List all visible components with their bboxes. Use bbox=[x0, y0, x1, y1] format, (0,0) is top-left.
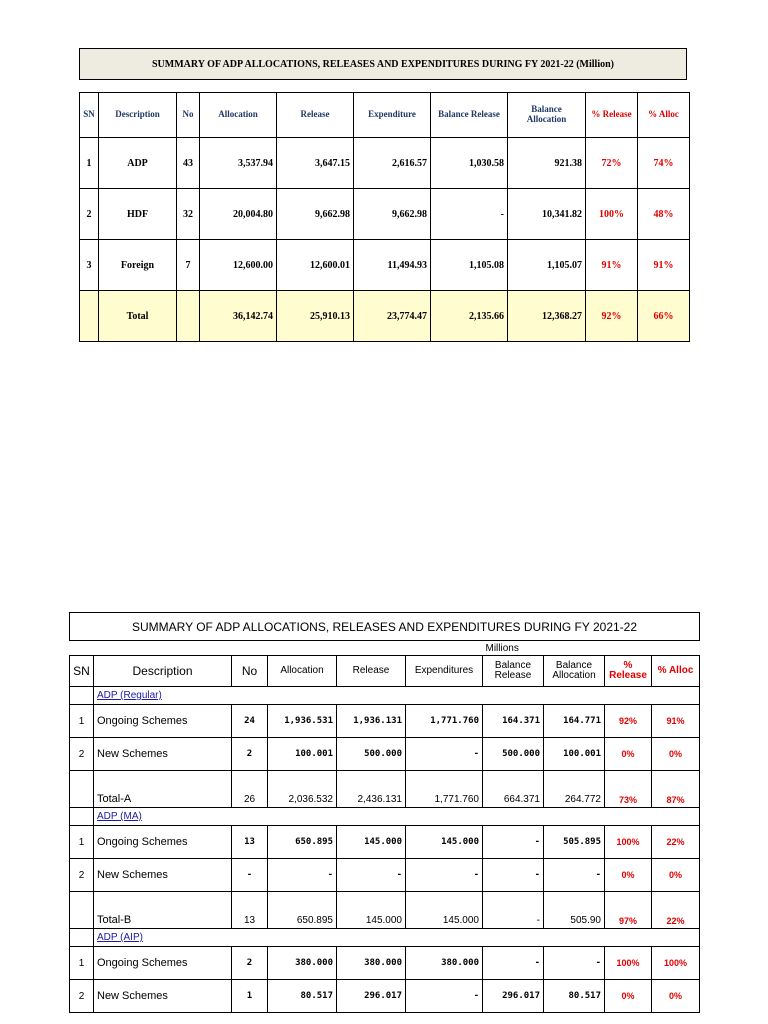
row-expenditure: 2,616.57 bbox=[354, 138, 431, 189]
total-label: Total bbox=[99, 291, 177, 342]
total-no: 26 bbox=[232, 771, 268, 808]
total-label: Total-A bbox=[94, 771, 232, 808]
row-pct-alloc: 48% bbox=[638, 189, 690, 240]
row-pct-alloc: 0% bbox=[652, 738, 700, 771]
row-balance-release: 296.017 bbox=[483, 980, 544, 1013]
detail-table-title: SUMMARY OF ADP ALLOCATIONS, RELEASES AND EXPENDITURES DURING FY 2021-22 bbox=[70, 613, 700, 641]
col-description: Description bbox=[94, 656, 232, 687]
row-description: New Schemes bbox=[94, 859, 232, 892]
col-no: No bbox=[232, 656, 268, 687]
row-balance-allocation: 505.895 bbox=[544, 826, 605, 859]
row-no: - bbox=[232, 859, 268, 892]
total-pct-alloc: 22% bbox=[652, 892, 700, 929]
total-no bbox=[177, 291, 200, 342]
row-balance-release: - bbox=[483, 859, 544, 892]
row-pct-alloc: 22% bbox=[652, 826, 700, 859]
row-description: Ongoing Schemes bbox=[94, 705, 232, 738]
table-row bbox=[80, 240, 690, 291]
total-balance-allocation: 505.90 bbox=[544, 892, 605, 929]
row-expenditures: 145.000 bbox=[406, 826, 483, 859]
col-release: Release bbox=[277, 93, 354, 138]
row-no: 24 bbox=[232, 705, 268, 738]
col-pct-alloc: % Alloc bbox=[652, 656, 700, 687]
section-total-row bbox=[70, 892, 700, 929]
table-row bbox=[70, 859, 700, 892]
table-row bbox=[70, 705, 700, 738]
units-label: Millions bbox=[485, 642, 519, 654]
row-allocation: 100.001 bbox=[268, 738, 337, 771]
row-no: 13 bbox=[232, 826, 268, 859]
row-sn: 2 bbox=[70, 980, 94, 1013]
total-expenditures: 1,771.760 bbox=[406, 771, 483, 808]
row-balance-release: 164.371 bbox=[483, 705, 544, 738]
section-title-link[interactable]: ADP (Regular) bbox=[97, 690, 162, 701]
row-allocation: - bbox=[268, 859, 337, 892]
total-balance-release: - bbox=[483, 892, 544, 929]
row-pct-release: 91% bbox=[586, 240, 638, 291]
table-row bbox=[70, 980, 700, 1013]
detail-header-row bbox=[70, 656, 700, 687]
total-no: 13 bbox=[232, 892, 268, 929]
row-balance-release: 1,030.58 bbox=[431, 138, 508, 189]
col-pct-alloc: % Alloc bbox=[638, 93, 690, 138]
row-pct-alloc: 91% bbox=[638, 240, 690, 291]
table-row bbox=[80, 189, 690, 240]
row-description: ADP bbox=[99, 138, 177, 189]
row-release: - bbox=[337, 859, 406, 892]
table-row bbox=[70, 738, 700, 771]
section-header bbox=[70, 687, 700, 705]
total-balance-release: 664.371 bbox=[483, 771, 544, 808]
total-pct-release: 92% bbox=[586, 291, 638, 342]
row-sn: 1 bbox=[70, 826, 94, 859]
total-allocation: 2,036.532 bbox=[268, 771, 337, 808]
row-balance-allocation: - bbox=[544, 859, 605, 892]
row-expenditures: - bbox=[406, 859, 483, 892]
col-expenditure: Expenditure bbox=[354, 93, 431, 138]
col-balance-allocation: Balance Allocation bbox=[544, 656, 605, 687]
row-release: 296.017 bbox=[337, 980, 406, 1013]
row-no: 7 bbox=[177, 240, 200, 291]
row-no: 2 bbox=[232, 947, 268, 980]
row-release: 1,936.131 bbox=[337, 705, 406, 738]
row-sn: 1 bbox=[70, 705, 94, 738]
row-sn: 1 bbox=[80, 138, 99, 189]
col-release: Release bbox=[337, 656, 406, 687]
summary-table bbox=[79, 92, 690, 342]
total-pct-alloc: 87% bbox=[652, 771, 700, 808]
row-expenditure: 11,494.93 bbox=[354, 240, 431, 291]
total-pct-release: 73% bbox=[605, 771, 652, 808]
row-allocation: 380.000 bbox=[268, 947, 337, 980]
row-expenditure: 9,662.98 bbox=[354, 189, 431, 240]
row-balance-allocation: 80.517 bbox=[544, 980, 605, 1013]
total-label: Total-B bbox=[94, 892, 232, 929]
summary-total-row bbox=[80, 291, 690, 342]
table-row bbox=[70, 826, 700, 859]
row-pct-release: 72% bbox=[586, 138, 638, 189]
section-header bbox=[70, 929, 700, 947]
total-balance-allocation: 12,368.27 bbox=[508, 291, 586, 342]
row-allocation: 12,600.00 bbox=[200, 240, 277, 291]
row-pct-alloc: 0% bbox=[652, 859, 700, 892]
total-sn bbox=[70, 771, 94, 808]
row-pct-release: 92% bbox=[605, 705, 652, 738]
row-description: New Schemes bbox=[94, 980, 232, 1013]
section-title-cell bbox=[94, 929, 700, 947]
summary-table-title: SUMMARY OF ADP ALLOCATIONS, RELEASES AND EXPENDITURES DURING FY 2021-22 (Million) bbox=[79, 48, 687, 80]
row-pct-release: 100% bbox=[586, 189, 638, 240]
col-expenditures: Expenditures bbox=[406, 656, 483, 687]
row-balance-allocation: 921.38 bbox=[508, 138, 586, 189]
row-pct-release: 0% bbox=[605, 980, 652, 1013]
total-allocation: 36,142.74 bbox=[200, 291, 277, 342]
total-allocation: 650.895 bbox=[268, 892, 337, 929]
row-no: 1 bbox=[232, 980, 268, 1013]
row-description: Ongoing Schemes bbox=[94, 947, 232, 980]
row-pct-alloc: 74% bbox=[638, 138, 690, 189]
row-allocation: 650.895 bbox=[268, 826, 337, 859]
col-allocation: Allocation bbox=[200, 93, 277, 138]
row-balance-allocation: 164.771 bbox=[544, 705, 605, 738]
total-balance-release: 2,135.66 bbox=[431, 291, 508, 342]
section-title-link[interactable]: ADP (AIP) bbox=[97, 932, 143, 943]
row-pct-release: 100% bbox=[605, 947, 652, 980]
row-balance-allocation: 1,105.07 bbox=[508, 240, 586, 291]
row-sn: 3 bbox=[80, 240, 99, 291]
row-expenditures: 380.000 bbox=[406, 947, 483, 980]
row-release: 500.000 bbox=[337, 738, 406, 771]
col-balance-release: Balance Release bbox=[483, 656, 544, 687]
row-sn: 2 bbox=[70, 738, 94, 771]
row-sn: 2 bbox=[70, 859, 94, 892]
total-pct-release: 97% bbox=[605, 892, 652, 929]
total-sn bbox=[80, 291, 99, 342]
row-allocation: 1,936.531 bbox=[268, 705, 337, 738]
total-release: 25,910.13 bbox=[277, 291, 354, 342]
table-row bbox=[70, 947, 700, 980]
col-balance-allocation: Balance Allocation bbox=[508, 93, 586, 138]
row-no: 32 bbox=[177, 189, 200, 240]
row-release: 12,600.01 bbox=[277, 240, 354, 291]
row-description: Foreign bbox=[99, 240, 177, 291]
row-expenditures: 1,771.760 bbox=[406, 705, 483, 738]
total-sn bbox=[70, 892, 94, 929]
row-release: 9,662.98 bbox=[277, 189, 354, 240]
col-sn: SN bbox=[80, 93, 99, 138]
row-no: 43 bbox=[177, 138, 200, 189]
col-pct-release: % Release bbox=[586, 93, 638, 138]
row-expenditures: - bbox=[406, 738, 483, 771]
section-total-row bbox=[70, 771, 700, 808]
summary-header-row bbox=[80, 93, 690, 138]
row-pct-release: 0% bbox=[605, 859, 652, 892]
section-title-link[interactable]: ADP (MA) bbox=[97, 811, 142, 822]
row-balance-allocation: - bbox=[544, 947, 605, 980]
total-release: 145.000 bbox=[337, 892, 406, 929]
row-allocation: 80.517 bbox=[268, 980, 337, 1013]
row-pct-alloc: 100% bbox=[652, 947, 700, 980]
row-release: 145.000 bbox=[337, 826, 406, 859]
col-balance-release: Balance Release bbox=[431, 93, 508, 138]
col-description: Description bbox=[99, 93, 177, 138]
row-sn: 2 bbox=[80, 189, 99, 240]
total-pct-alloc: 66% bbox=[638, 291, 690, 342]
section-spacer bbox=[70, 929, 94, 947]
row-balance-release: 500.000 bbox=[483, 738, 544, 771]
row-description: New Schemes bbox=[94, 738, 232, 771]
row-balance-release: - bbox=[431, 189, 508, 240]
row-sn: 1 bbox=[70, 947, 94, 980]
row-balance-release: - bbox=[483, 947, 544, 980]
row-pct-alloc: 0% bbox=[652, 980, 700, 1013]
row-description: Ongoing Schemes bbox=[94, 826, 232, 859]
row-pct-release: 0% bbox=[605, 738, 652, 771]
col-no: No bbox=[177, 93, 200, 138]
row-pct-alloc: 91% bbox=[652, 705, 700, 738]
section-title-cell bbox=[94, 808, 700, 826]
row-release: 380.000 bbox=[337, 947, 406, 980]
row-pct-release: 100% bbox=[605, 826, 652, 859]
col-allocation: Allocation bbox=[268, 656, 337, 687]
section-header bbox=[70, 808, 700, 826]
row-expenditures: - bbox=[406, 980, 483, 1013]
table-row bbox=[80, 138, 690, 189]
row-allocation: 3,537.94 bbox=[200, 138, 277, 189]
row-balance-release: 1,105.08 bbox=[431, 240, 508, 291]
row-no: 2 bbox=[232, 738, 268, 771]
total-expenditures: 145.000 bbox=[406, 892, 483, 929]
total-balance-allocation: 264.772 bbox=[544, 771, 605, 808]
section-spacer bbox=[70, 808, 94, 826]
row-release: 3,647.15 bbox=[277, 138, 354, 189]
section-spacer bbox=[70, 687, 94, 705]
row-allocation: 20,004.80 bbox=[200, 189, 277, 240]
section-title-cell bbox=[94, 687, 700, 705]
total-release: 2,436.131 bbox=[337, 771, 406, 808]
row-balance-release: - bbox=[483, 826, 544, 859]
row-balance-allocation: 100.001 bbox=[544, 738, 605, 771]
detail-table bbox=[69, 612, 700, 1013]
col-sn: SN bbox=[70, 656, 94, 687]
total-expenditure: 23,774.47 bbox=[354, 291, 431, 342]
col-pct-release: % Release bbox=[605, 656, 652, 687]
row-description: HDF bbox=[99, 189, 177, 240]
row-balance-allocation: 10,341.82 bbox=[508, 189, 586, 240]
